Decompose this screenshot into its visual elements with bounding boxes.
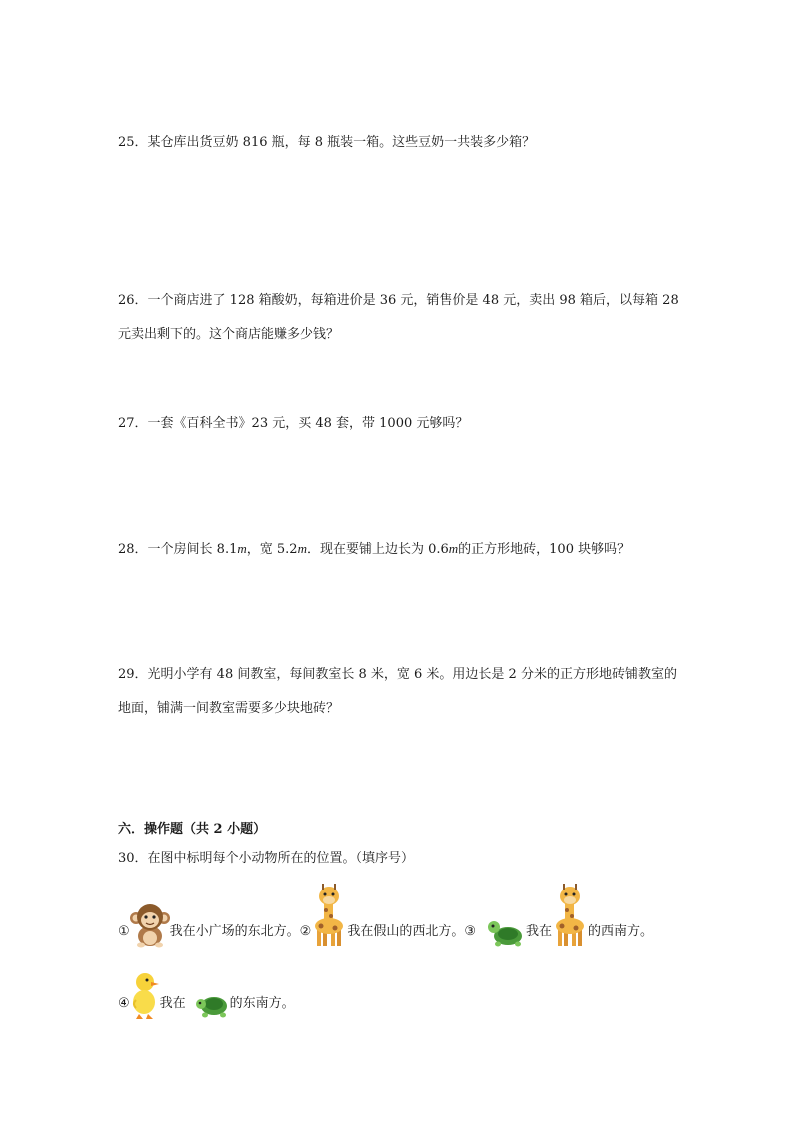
statement-1: 我在小广场的东北方。 xyxy=(169,924,300,939)
statement-4-suffix: 的东南方。 xyxy=(229,996,295,1011)
question-30-line-1 xyxy=(118,884,653,948)
unit-meter: m xyxy=(297,541,307,556)
question-25: 25．某仓库出货豆奶 816 瓶，每 8 瓶装一箱。这些豆奶一共装多少箱？ xyxy=(118,135,536,150)
q28-part-d: 的正方形地砖，100 块够吗？ xyxy=(458,542,631,557)
q28-part-b: ，宽 5.2 xyxy=(246,542,298,557)
circled-number-2: ② xyxy=(299,924,312,939)
circled-number-1: ① xyxy=(118,924,130,939)
giraffe-icon xyxy=(311,884,347,948)
circled-number-3: ③ xyxy=(464,924,476,939)
giraffe-icon xyxy=(552,884,588,948)
q28-part-c: ．现在要铺上边长为 0.6 xyxy=(306,542,449,557)
circled-number-4: ④ xyxy=(118,996,130,1011)
unit-meter: m xyxy=(448,541,459,556)
question-29: 29．光明小学有 48 间教室，每间教室长 8 米，宽 6 米。用边长是 2 分米的正方形地砖铺教室的地面，铺满一间教室需要多少块地砖？ xyxy=(118,667,677,716)
question-30-stem: 30．在图中标明每个小动物所在的位置。（填序号） xyxy=(118,851,415,866)
turtle-icon xyxy=(196,990,230,1020)
q28-part-a: 28．一个房间长 8.1 xyxy=(118,542,238,557)
statement-2: 我在假山的西北方。 xyxy=(347,924,465,939)
question-26: 26．一个商店进了 128 箱酸奶，每箱进价是 36 元，销售价是 48 元，卖出 98 箱后，以每箱 28 元卖出剩下的。这个商店能赚多少钱？ xyxy=(118,293,679,342)
monkey-icon xyxy=(130,902,170,948)
unit-meter: m xyxy=(237,541,247,556)
question-27: 27．一套《百科全书》23 元，买 48 套，带 1000 元够吗？ xyxy=(118,416,469,431)
question-28 xyxy=(118,532,688,567)
section-title: 六．操作题（共 2 小题） xyxy=(118,822,267,837)
question-30-line-2 xyxy=(118,958,295,1020)
turtle-icon xyxy=(486,914,526,948)
duck-icon xyxy=(130,970,160,1020)
statement-3-prefix: 我在 xyxy=(526,924,553,939)
statement-4-prefix: 我在 xyxy=(159,996,186,1011)
statement-3-suffix: 的西南方。 xyxy=(588,924,654,939)
